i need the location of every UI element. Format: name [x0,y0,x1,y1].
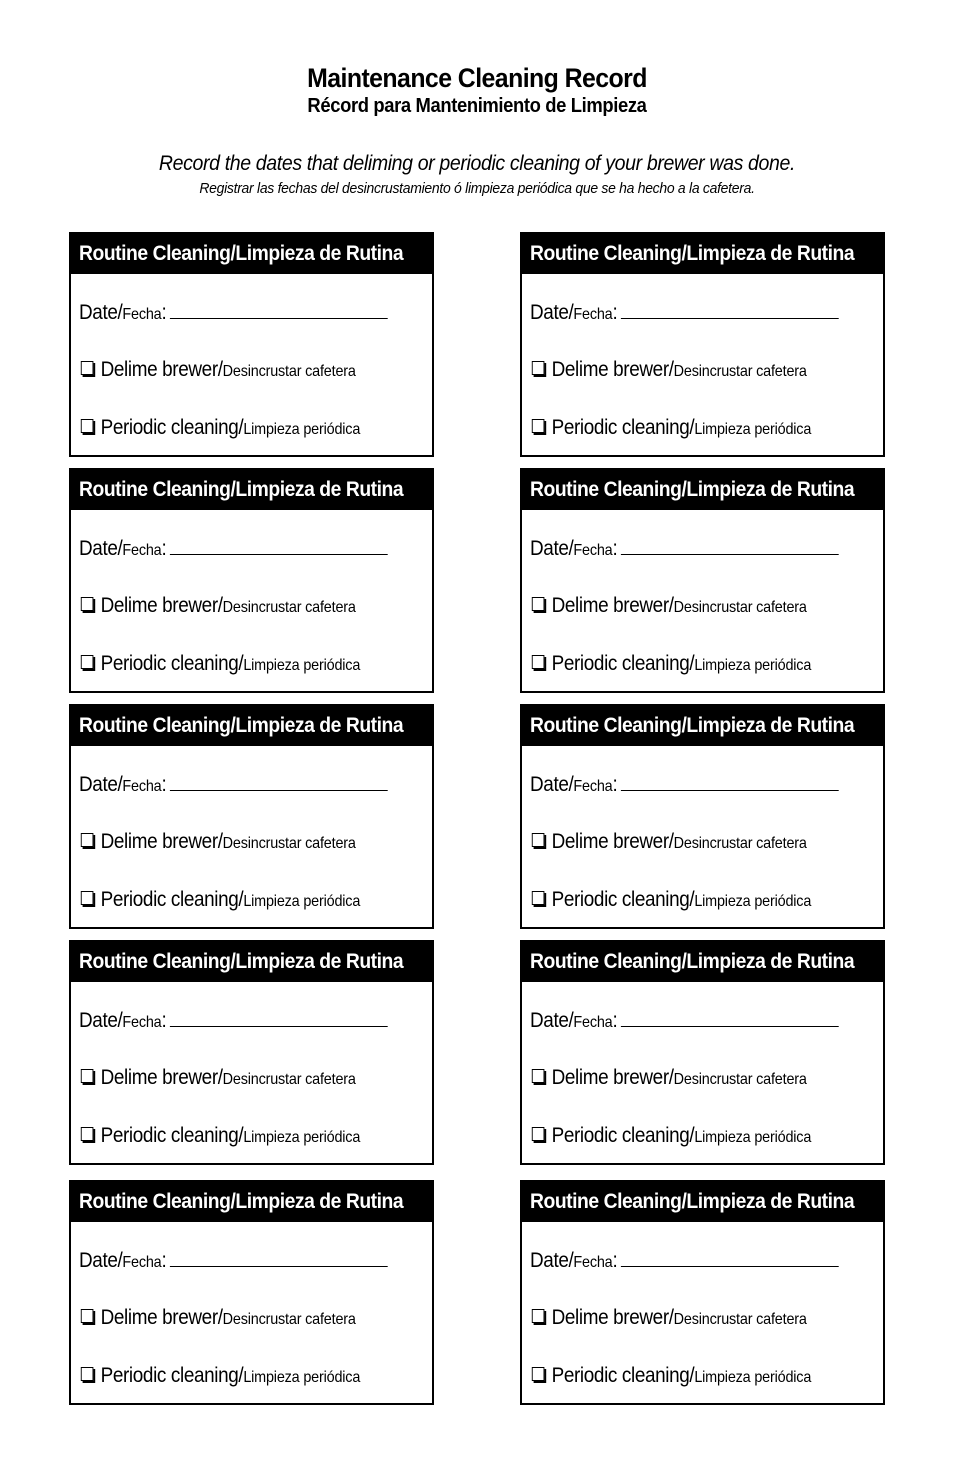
date-label-spanish: Fecha [122,542,162,559]
date-colon: : [161,773,167,796]
delime-row [79,1306,386,1330]
date-label: Date/ [530,1009,574,1032]
delime-label: Delime brewer/ [551,830,674,853]
date-colon: : [161,1249,167,1272]
periodic-row [79,1124,391,1148]
date-field[interactable] [621,300,839,319]
date-field[interactable] [170,1248,388,1267]
delime-checkbox[interactable] [532,597,545,611]
card-header [522,470,883,510]
periodic-label: Periodic cleaning/ [100,888,244,911]
periodic-label-spanish: Limpieza periódica [694,421,812,438]
date-label-spanish: Fecha [122,778,162,795]
delime-label: Delime brewer/ [551,1066,674,1089]
delime-checkbox[interactable] [81,597,94,611]
periodic-label: Periodic cleaning/ [551,888,695,911]
periodic-row [530,652,842,676]
date-field[interactable] [621,536,839,555]
delime-label: Delime brewer/ [551,594,674,617]
page-subtitle: Récord para Mantenimiento de Limpieza [307,95,647,117]
date-row [530,772,873,797]
date-colon: : [612,301,618,324]
date-row [79,300,422,325]
date-colon: : [612,1249,618,1272]
delime-checkbox[interactable] [81,1309,94,1323]
delime-row [79,594,386,618]
delime-label-spanish: Desincrustar cafetera [222,1071,356,1088]
delime-checkbox[interactable] [532,361,545,375]
periodic-checkbox[interactable] [532,655,545,669]
periodic-row [530,1364,842,1388]
delime-label-spanish: Desincrustar cafetera [222,835,356,852]
periodic-label-spanish: Limpieza periódica [694,1129,812,1146]
date-label-spanish: Fecha [573,542,613,559]
delime-label-spanish: Desincrustar cafetera [222,599,356,616]
delime-label-spanish: Desincrustar cafetera [673,1311,807,1328]
cleaning-record-card [69,1180,434,1405]
periodic-row [79,888,391,912]
date-label: Date/ [79,301,123,324]
periodic-checkbox[interactable] [81,655,94,669]
date-colon: : [161,1009,167,1032]
date-row [530,300,873,325]
date-colon: : [161,301,167,324]
periodic-label: Periodic cleaning/ [551,652,695,675]
periodic-row [79,1364,391,1388]
card-header [71,942,432,982]
periodic-label-spanish: Limpieza periódica [243,893,361,910]
card-header [522,706,883,746]
cleaning-record-card [69,468,434,693]
cleaning-record-card [520,704,885,929]
date-label: Date/ [79,1249,123,1272]
periodic-checkbox[interactable] [81,419,94,433]
periodic-checkbox[interactable] [532,1367,545,1381]
periodic-checkbox[interactable] [81,1367,94,1381]
periodic-label-spanish: Limpieza periódica [694,1369,812,1386]
card-header [71,1182,432,1222]
date-label: Date/ [79,537,123,560]
delime-row [530,830,837,854]
delime-label: Delime brewer/ [551,1306,674,1329]
card-header-label: Routine Cleaning/Limpieza de Rutina [79,950,404,973]
date-row [79,536,422,561]
date-row [79,772,422,797]
delime-label: Delime brewer/ [100,358,223,381]
cleaning-record-card [520,940,885,1165]
periodic-label-spanish: Limpieza periódica [694,657,812,674]
date-field[interactable] [170,536,388,555]
delime-label: Delime brewer/ [100,830,223,853]
date-field[interactable] [170,1008,388,1027]
date-label: Date/ [79,1009,123,1032]
delime-label: Delime brewer/ [551,358,674,381]
cleaning-record-card [520,1180,885,1405]
delime-label: Delime brewer/ [100,594,223,617]
date-label-spanish: Fecha [573,1014,613,1031]
delime-label-spanish: Desincrustar cafetera [673,363,807,380]
date-label-spanish: Fecha [122,1254,162,1271]
date-row [79,1008,422,1033]
date-row [530,1008,873,1033]
delime-checkbox[interactable] [532,1309,545,1323]
cleaning-record-card [520,232,885,457]
delime-label-spanish: Desincrustar cafetera [673,1071,807,1088]
card-header-label: Routine Cleaning/Limpieza de Rutina [530,950,855,973]
card-header-label: Routine Cleaning/Limpieza de Rutina [530,242,855,265]
delime-row [79,358,386,382]
periodic-label-spanish: Limpieza periódica [243,1129,361,1146]
card-header-label: Routine Cleaning/Limpieza de Rutina [530,1190,855,1213]
periodic-row [79,652,391,676]
delime-checkbox[interactable] [81,833,94,847]
delime-row [530,358,837,382]
delime-label-spanish: Desincrustar cafetera [222,363,356,380]
delime-label-spanish: Desincrustar cafetera [222,1311,356,1328]
instruction-spanish: Registrar las fechas del desincrustamiento ó limpieza periódica que se ha hecho a la cafetera. [199,180,755,197]
date-row [79,1248,422,1273]
delime-row [530,1306,837,1330]
date-field[interactable] [621,1008,839,1027]
date-label: Date/ [530,301,574,324]
delime-checkbox[interactable] [532,833,545,847]
delime-row [79,1066,386,1090]
card-header [71,234,432,274]
delime-checkbox[interactable] [532,1069,545,1083]
document-header [0,62,954,198]
card-header [522,1182,883,1222]
date-row [530,536,873,561]
instruction-english: Record the dates that deliming or periodic cleaning of your brewer was done. [158,152,796,175]
delime-row [530,594,837,618]
cleaning-record-card [69,232,434,457]
date-field[interactable] [170,772,388,791]
date-colon: : [612,773,618,796]
periodic-label: Periodic cleaning/ [551,1364,695,1387]
date-label-spanish: Fecha [573,778,613,795]
delime-checkbox[interactable] [81,361,94,375]
periodic-label: Periodic cleaning/ [100,416,244,439]
date-label-spanish: Fecha [122,306,162,323]
date-label-spanish: Fecha [122,1014,162,1031]
periodic-label: Periodic cleaning/ [100,1124,244,1147]
card-header [71,706,432,746]
delime-label: Delime brewer/ [100,1066,223,1089]
cleaning-record-card [69,940,434,1165]
date-label-spanish: Fecha [573,306,613,323]
periodic-label: Periodic cleaning/ [100,1364,244,1387]
periodic-row [530,416,842,440]
date-colon: : [612,1009,618,1032]
delime-label-spanish: Desincrustar cafetera [673,835,807,852]
date-label: Date/ [530,1249,574,1272]
periodic-label-spanish: Limpieza periódica [243,657,361,674]
card-header-label: Routine Cleaning/Limpieza de Rutina [530,478,855,501]
date-field[interactable] [170,300,388,319]
card-header [522,234,883,274]
delime-label: Delime brewer/ [100,1306,223,1329]
date-label: Date/ [79,773,123,796]
date-colon: : [161,537,167,560]
periodic-label: Periodic cleaning/ [551,416,695,439]
delime-row [530,1066,837,1090]
card-header-label: Routine Cleaning/Limpieza de Rutina [79,1190,404,1213]
periodic-checkbox[interactable] [81,891,94,905]
periodic-label-spanish: Limpieza periódica [694,893,812,910]
periodic-label-spanish: Limpieza periódica [243,1369,361,1386]
periodic-checkbox[interactable] [532,419,545,433]
periodic-row [79,416,391,440]
card-header [522,942,883,982]
page-title: Maintenance Cleaning Record [307,63,647,93]
card-header-label: Routine Cleaning/Limpieza de Rutina [79,478,404,501]
card-header-label: Routine Cleaning/Limpieza de Rutina [79,714,404,737]
cleaning-record-card [520,468,885,693]
periodic-checkbox[interactable] [532,891,545,905]
periodic-checkbox[interactable] [81,1127,94,1141]
delime-checkbox[interactable] [81,1069,94,1083]
periodic-label: Periodic cleaning/ [100,652,244,675]
date-label: Date/ [530,537,574,560]
periodic-checkbox[interactable] [532,1127,545,1141]
date-row [530,1248,873,1273]
delime-row [79,830,386,854]
date-field[interactable] [621,1248,839,1267]
periodic-label: Periodic cleaning/ [551,1124,695,1147]
date-field[interactable] [621,772,839,791]
periodic-row [530,888,842,912]
periodic-label-spanish: Limpieza periódica [243,421,361,438]
delime-label-spanish: Desincrustar cafetera [673,599,807,616]
card-header-label: Routine Cleaning/Limpieza de Rutina [530,714,855,737]
date-colon: : [612,537,618,560]
cleaning-record-card [69,704,434,929]
date-label: Date/ [530,773,574,796]
card-header-label: Routine Cleaning/Limpieza de Rutina [79,242,404,265]
card-header [71,470,432,510]
periodic-row [530,1124,842,1148]
date-label-spanish: Fecha [573,1254,613,1271]
